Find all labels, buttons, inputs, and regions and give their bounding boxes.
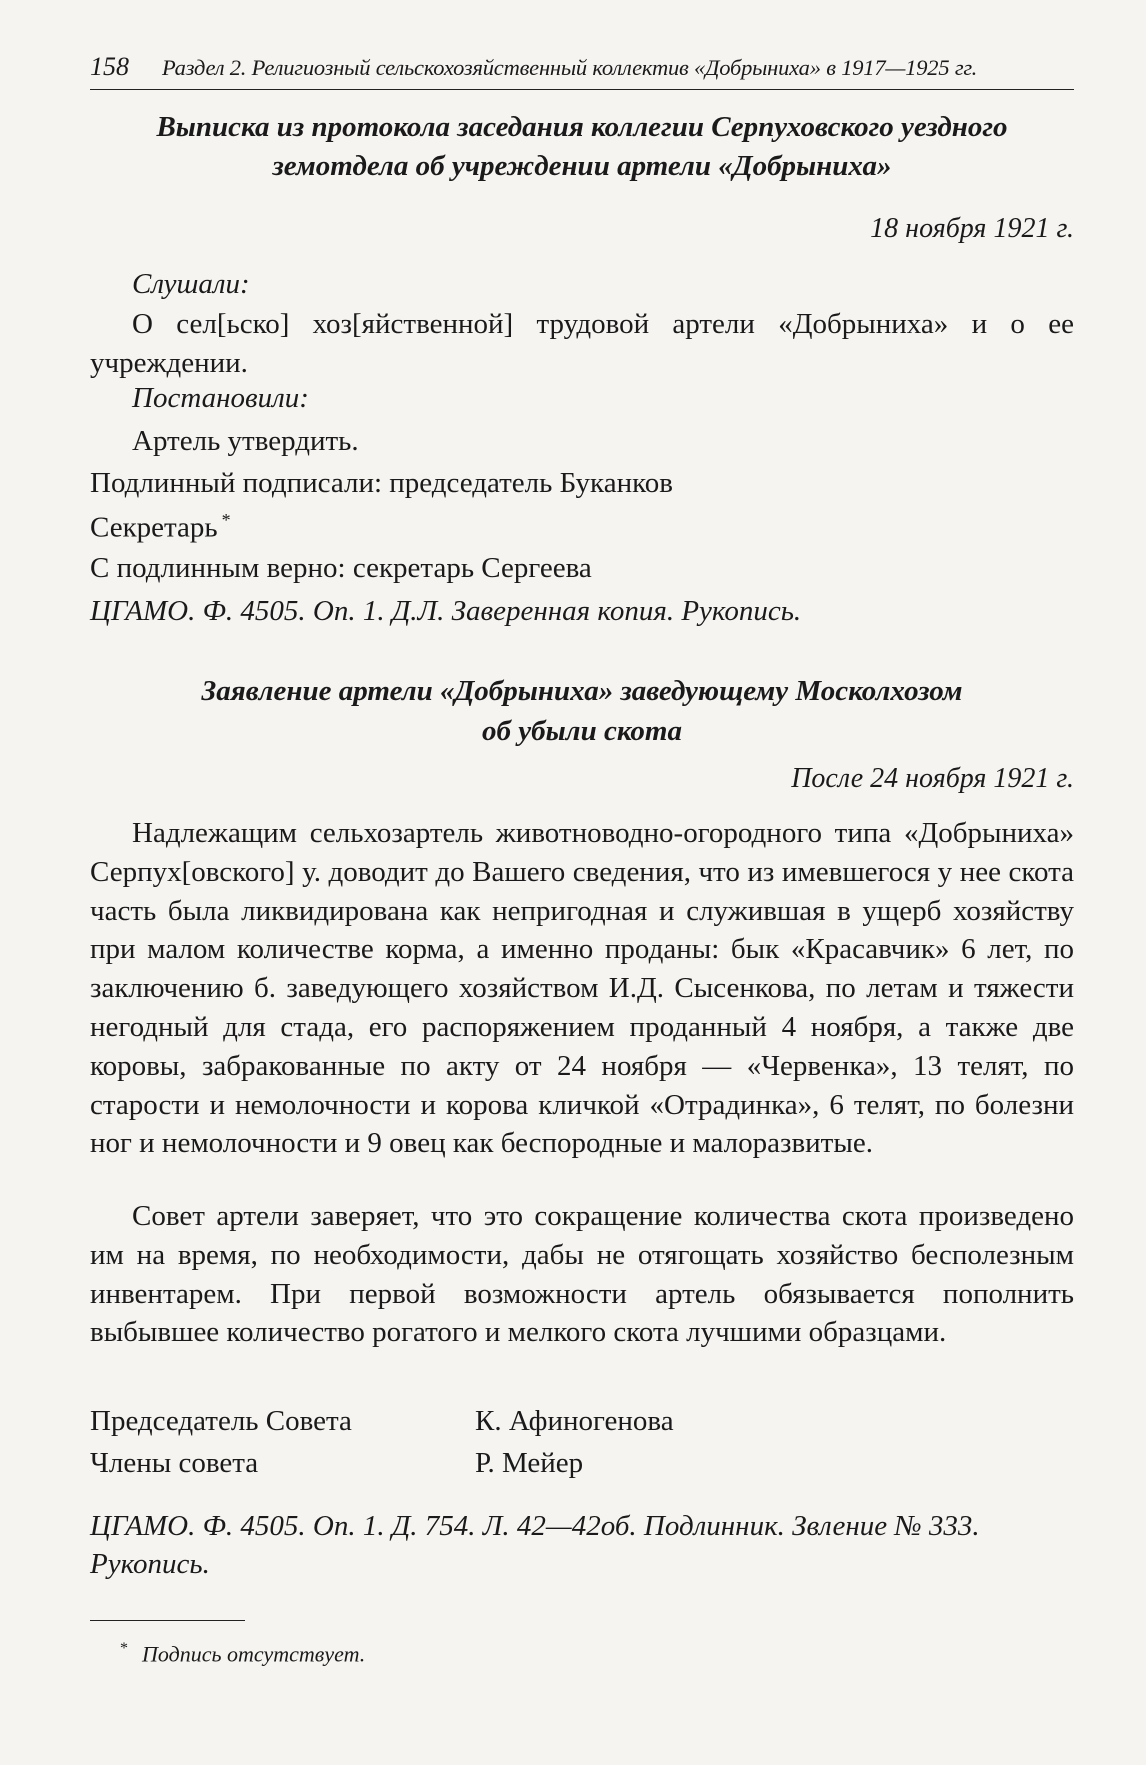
doc1-decided-text: Артель утвердить.	[132, 425, 359, 457]
signature-role-chair: Председатель Совета	[90, 1405, 352, 1437]
footnote-marker: *	[221, 510, 231, 530]
doc1-verified-line: С подлинным верно: секретарь Сергеева	[90, 552, 592, 584]
doc2-source-line2: Рукопись.	[90, 1548, 210, 1580]
doc1-title-line2: земотдела об учреждении артели «Добрыниха»	[272, 150, 892, 182]
doc1-decided-label: Постановили:	[132, 382, 309, 414]
footnote-text: Подпись отсутствует.	[142, 1641, 366, 1667]
doc1-secretary-line: Секретарь *	[90, 510, 231, 544]
doc2-paragraph2: Совет артели заверяет, что это сокращение количества скота произведено им на время, по необходимости, дабы не отягощать хозяйство бесполезным инвентарем. При первой возможности артель обязывается пополнить выбывшее количество рогатого и мелкого скота лучшими образцами.	[90, 1200, 1074, 1349]
header-divider	[90, 89, 1074, 90]
doc1-heard-label: Слушали:	[132, 268, 250, 300]
doc2-date: После 24 ноября 1921 г.	[791, 763, 1074, 794]
doc1-heard-text: О сел[ьско] хоз[яйственной] трудовой артели «Добрыниха» и о ее учреждении.	[90, 308, 1074, 379]
signature-name-members: Р. Мейер	[475, 1447, 584, 1479]
page-header	[90, 52, 1074, 88]
doc1-title-line1: Выписка из протокола заседания коллегии Серпуховского уездного	[156, 111, 1008, 143]
doc2-title-line2: об убыли скота	[482, 715, 682, 747]
footnote-mark: *	[120, 1640, 128, 1657]
signature-name-chair: К. Афиногенова	[475, 1405, 674, 1437]
signature-role-members: Члены совета	[90, 1447, 259, 1479]
doc2-title-line1: Заявление артели «Добрыниха» заведующему Москолхозом	[201, 675, 963, 707]
footnote	[120, 1640, 365, 1667]
doc1-source: ЦГАМО. Ф. 4505. Оп. 1. Д.Л. Заверенная копия. Рукопись.	[90, 595, 802, 627]
doc1-signed-line: Подлинный подписали: председатель Буканков	[90, 467, 673, 499]
page-number: 158	[90, 52, 129, 81]
doc2-paragraph1: Надлежащим сельхозартель животноводно-огородного типа «Добрыниха» Серпух[овского] у. доводит до Вашего сведения, что из имевшегося у нее скота часть была ликвидирована как непригодная и служившая в ущерб хозяйству при малом количестве корма, а именно проданы: бык «Красавчик» 6 лет, по заключению б. заведующего хозяйством И.Д. Сысенкова, по летам и тяжести негодный для стада, его распоряжением проданный 4 ноября, а также две коровы, забракованные по акту от 24 ноября — «Червенка», 13 телят, по старости и немолочности и корова кличкой «Отрадинка», 6 телят, по болезни ног и немолочности и 9 овец как беспородные и малоразвитые.	[90, 817, 1074, 1160]
footnote-divider	[90, 1620, 245, 1621]
doc1-date: 18 ноября 1921 г.	[870, 213, 1074, 244]
running-head: Раздел 2. Религиозный сельскохозяйственный коллектив «Добрыниха» в 1917—1925 гг.	[162, 55, 978, 80]
doc2-source-line1: ЦГАМО. Ф. 4505. Оп. 1. Д. 754. Л. 42—42об. Подлинник. Звление № 333.	[90, 1510, 980, 1542]
